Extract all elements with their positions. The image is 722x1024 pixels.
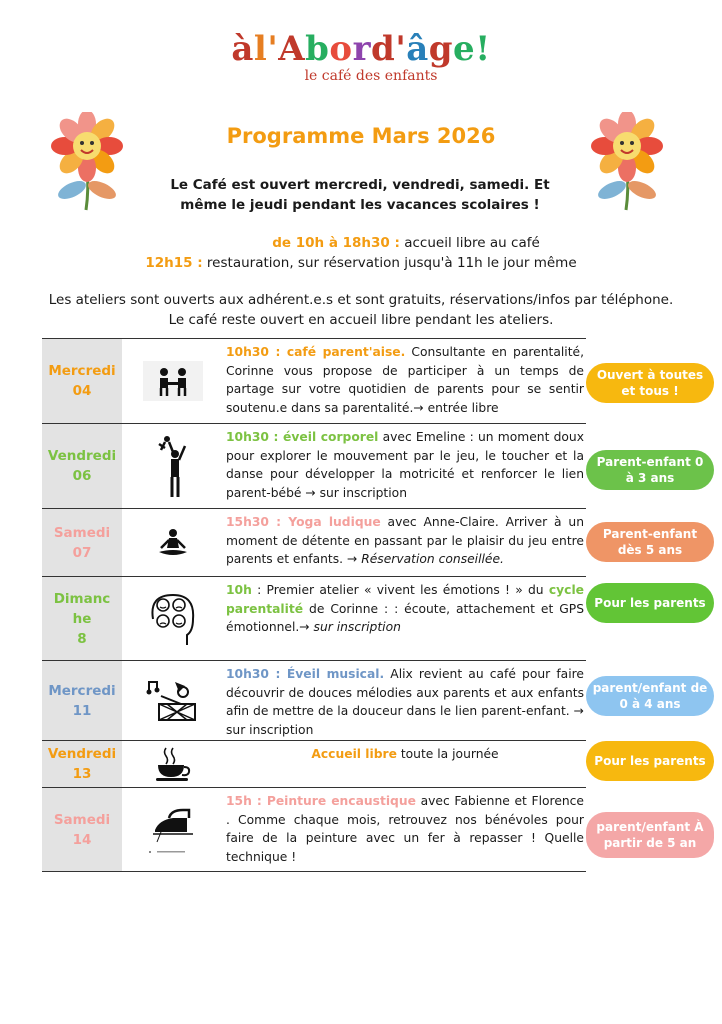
logo: [0, 30, 722, 84]
event-description: 10h30 : éveil corporel avec Emeline : un moment doux pour explorer le mouvement par le jeu, le toucher et la danse pour développer la motricité et renforcer le lien parent-bébé → sur inscription: [226, 430, 585, 500]
audience-badge: parent/enfant À partir de 5 an: [586, 812, 714, 858]
table-row: [42, 788, 586, 872]
row-icon-cell: [122, 509, 224, 576]
logo-letter: b: [305, 29, 330, 69]
logo-tagline: le café des enfants: [304, 68, 438, 84]
table-row: [42, 661, 586, 741]
day-cell: Dimanche 8: [42, 577, 122, 660]
audience-badge: Pour les parents: [586, 741, 714, 781]
logo-letter: ': [267, 29, 279, 69]
logo-letter: ': [395, 29, 407, 69]
hours-text: accueil libre au café: [399, 235, 540, 251]
opening-days: Le Café est ouvert mercredi, vendredi, samedi. Et même le jeudi pendant les vacances scolaires !: [170, 177, 550, 213]
table-row: [42, 577, 586, 661]
info-line: Le café reste ouvert en accueil libre pendant les ateliers.: [168, 312, 554, 328]
logo-letter: A: [278, 29, 306, 69]
table-row: [42, 741, 586, 788]
program-table: [42, 338, 586, 872]
day-cell: Samedi 14: [42, 788, 122, 871]
event-description: Accueil libre toute la journée: [311, 747, 499, 761]
coffee-cup-icon: [154, 745, 192, 783]
audience-badge: Pour les parents: [586, 583, 714, 623]
hours-time: de 10h à 18h30 :: [272, 235, 400, 251]
table-row: [42, 339, 586, 424]
yoga-icon: [157, 528, 189, 558]
logo-letter: d: [371, 29, 396, 69]
music-icon: [145, 678, 201, 724]
row-icon-cell: [122, 424, 224, 508]
event-description: 10h30 : Éveil musical. Alix revient au café pour faire découvrir de douces mélodies aux parents et aux enfants afin de mettre de la douceur dans le lien parent-enfant. → sur inscription: [226, 667, 584, 737]
logo-letter: r: [352, 29, 372, 69]
event-description: 15h30 : Yoga ludique avec Anne-Claire. Arriver à un moment de détente en passant par le plaisir du jeu entre parents et enfants. → Réservation conseillée.: [226, 515, 584, 567]
emotions-icon: [147, 591, 199, 647]
audience-badge: Parent-enfant dès 5 ans: [586, 522, 714, 562]
event-description: 10h30 : café parent'aise. Consultante en parentalité, Corinne vous propose de participer à un temps de partage sur votre quotidien de parents pour se sentir soutenu.e dans sa parentalité.→ entrée libre: [226, 345, 584, 415]
logo-letter: g: [428, 29, 454, 69]
day-cell: Vendredi 13: [42, 741, 122, 787]
day-cell: Mercredi 11: [42, 661, 122, 740]
day-cell: Samedi 07: [42, 509, 122, 576]
row-icon-cell: [122, 741, 224, 787]
day-cell: Mercredi 04: [42, 339, 122, 423]
row-icon-cell: [122, 788, 224, 871]
logo-letter: l: [253, 29, 268, 69]
event-description: 10h : Premier atelier « vivent les émotions ! » du cycle parentalité de Corinne : : écoute, attachement et GPS émotionnel.→ sur inscription: [226, 583, 584, 635]
event-description: 15h : Peinture encaustique avec Fabienne et Florence . Comme chaque mois, retrouvez nos bénévoles pour faire de la peinture avec un fer à repasser ! Quelle technique !: [226, 794, 584, 864]
row-icon-cell: [122, 339, 224, 423]
audience-badge: Ouvert à toutes et tous !: [586, 363, 714, 403]
parent-support-icon: [142, 360, 204, 402]
logo-letter: à: [231, 29, 254, 69]
table-row: [42, 509, 586, 577]
lunch-text: restauration, sur réservation jusqu'à 11h le jour même: [202, 255, 577, 271]
logo-letter: e: [453, 29, 476, 69]
table-row: [42, 424, 586, 509]
audience-badge: Parent-enfant 0 à 3 ans: [586, 450, 714, 490]
parent-baby-icon: [155, 434, 191, 498]
row-icon-cell: [122, 577, 224, 660]
lunch-time: 12h15 :: [145, 255, 203, 271]
logo-letter: â: [406, 29, 429, 69]
page-title: Programme Mars 2026: [226, 124, 496, 148]
logo-letter: o: [329, 29, 353, 69]
iron-painting-icon: [147, 802, 199, 858]
audience-badge: parent/enfant de 0 à 4 ans: [586, 676, 714, 716]
info-line: Les ateliers sont ouverts aux adhérent.e.s et sont gratuits, réservations/infos par téléphone.: [48, 292, 674, 308]
logo-wordmark: [0, 30, 722, 68]
day-cell: Vendredi 06: [42, 424, 122, 508]
logo-letter: !: [475, 29, 491, 69]
row-icon-cell: [122, 661, 224, 740]
workshop-info: [0, 290, 722, 330]
opening-hours: [0, 233, 722, 273]
